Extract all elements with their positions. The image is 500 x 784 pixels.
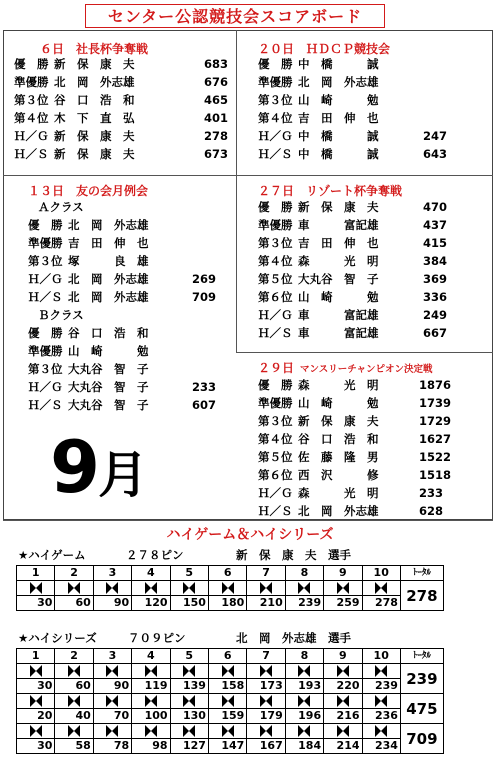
strike-mark [362, 581, 400, 596]
strike-mark [362, 694, 400, 709]
strike-mark [170, 724, 208, 739]
result-row [258, 109, 478, 127]
result-row [28, 378, 248, 396]
rank: 準優勝 [14, 75, 49, 89]
cumulative-score: 184 [285, 739, 323, 754]
strike-mark [247, 724, 285, 739]
strike-mark [285, 694, 323, 709]
player-name: 佐 藤 隆 男 [298, 450, 379, 464]
hg-player: 新 保 康 夫 選手 [236, 548, 351, 562]
rank: Ｈ／Ｓ [28, 290, 63, 304]
cumulative-score: 158 [208, 679, 246, 694]
frame-number: 3 [93, 566, 131, 581]
score: 628 [419, 504, 444, 518]
player-name: 塚 良 雄 [68, 254, 149, 268]
rank: 第６位 [258, 290, 293, 304]
strike-mark [324, 664, 362, 679]
strike-mark [170, 664, 208, 679]
mark-row [17, 724, 444, 739]
player-name: 吉 田 伸 也 [298, 236, 379, 250]
frame-number: 2 [55, 649, 93, 664]
page-title: センター公認競技会スコアボード [85, 4, 385, 28]
player-name: 新 保 康 夫 [54, 147, 135, 161]
score: 1876 [419, 378, 452, 392]
score: 1518 [419, 468, 452, 482]
result-row [258, 270, 478, 288]
score: 667 [423, 326, 448, 340]
section-title-20: ２０日 ＨＤＣＰ競技会 [258, 42, 391, 56]
strike-mark [93, 664, 131, 679]
cumulative-score: 150 [170, 596, 208, 611]
player-name: 山 崎 勉 [298, 396, 379, 410]
rank: 第３位 [28, 254, 63, 268]
rank: Ｈ／Ｇ [28, 272, 63, 286]
score: 1522 [419, 450, 452, 464]
month-unit: 月 [98, 446, 147, 504]
score-table [16, 565, 444, 611]
mark-row [17, 694, 444, 709]
strike-mark [362, 664, 400, 679]
result-row [258, 198, 478, 216]
hg-pins: ２７８ピン [126, 548, 184, 562]
frame-number: 5 [170, 649, 208, 664]
result-row [28, 252, 248, 270]
player-name: 北 岡 外志雄 [68, 272, 149, 286]
result-row [14, 109, 234, 127]
score: 673 [204, 147, 229, 161]
cumulative-score: 239 [362, 679, 400, 694]
rank: 準優勝 [258, 75, 293, 89]
hg-label: ★ハイゲーム [18, 548, 86, 562]
score: 249 [423, 308, 448, 322]
player-name: 新 保 康 夫 [54, 129, 135, 143]
strike-mark [17, 694, 55, 709]
cumulative-score: 234 [362, 739, 400, 754]
result-row [258, 234, 478, 252]
row-divider-left [3, 175, 493, 176]
cumulative-score: 179 [247, 709, 285, 724]
rank: Ｈ／Ｓ [28, 398, 63, 412]
cumulative-score: 196 [285, 709, 323, 724]
cumulative-row [17, 709, 444, 724]
strike-mark [285, 724, 323, 739]
month-label [50, 425, 146, 509]
rank: 第３位 [258, 93, 293, 107]
score: 269 [192, 272, 217, 286]
section-title-27: ２７日 リゾート杯争奪戦 [258, 184, 403, 198]
player-name: 新 保 康 夫 [298, 200, 379, 214]
player-name: 大丸谷 智 子 [68, 380, 149, 394]
cumulative-score: 173 [247, 679, 285, 694]
strike-mark [55, 581, 93, 596]
rank: 第４位 [258, 254, 293, 268]
player-name: 車 富記雄 [298, 326, 379, 340]
result-row [28, 234, 248, 252]
cumulative-score: 40 [55, 709, 93, 724]
score: 437 [423, 218, 448, 232]
cumulative-score: 210 [247, 596, 285, 611]
class-label: Ｂクラス [38, 308, 84, 322]
player-name: 谷 口 浩 和 [298, 432, 379, 446]
mark-row [17, 664, 444, 679]
result-row [28, 342, 248, 360]
rank: 準優勝 [258, 396, 293, 410]
strike-mark [247, 694, 285, 709]
cumulative-score: 100 [132, 709, 170, 724]
strike-mark [132, 724, 170, 739]
result-row [28, 216, 248, 234]
cumulative-score: 180 [208, 596, 246, 611]
strike-mark [285, 581, 323, 596]
player-name: 車 富記雄 [298, 218, 379, 232]
player-name: 中 橋 誠 [298, 129, 379, 143]
strike-mark [208, 694, 246, 709]
rank: 第３位 [14, 93, 49, 107]
frame-number: 3 [93, 649, 131, 664]
player-name: 北 岡 外志雄 [68, 290, 149, 304]
cumulative-score: 58 [55, 739, 93, 754]
result-row [258, 55, 478, 73]
player-name: 谷 口 浩 和 [54, 93, 135, 107]
player-name: 谷 口 浩 和 [68, 326, 149, 340]
player-name: 吉 田 伸 也 [68, 236, 149, 250]
cumulative-score: 214 [324, 739, 362, 754]
strike-mark [208, 664, 246, 679]
score: 415 [423, 236, 448, 250]
frame-header-row [17, 649, 444, 664]
player-name: 西 沢 修 [298, 468, 379, 482]
result-row [258, 145, 478, 163]
rank: 第３位 [28, 362, 63, 376]
rank: 優 勝 [28, 218, 63, 232]
section-title-29: ２９日 マンスリーチャンピオン決定戦 [258, 361, 433, 375]
cumulative-score: 216 [324, 709, 362, 724]
cumulative-score: 60 [55, 596, 93, 611]
strike-mark [170, 581, 208, 596]
result-row [258, 430, 478, 448]
frame-header-row [17, 566, 444, 581]
player-name: 中 橋 誠 [298, 57, 379, 71]
score: 683 [204, 57, 229, 71]
strike-mark [324, 581, 362, 596]
result-row [258, 324, 478, 342]
rank: Ｈ／Ｓ [258, 504, 293, 518]
score-table [16, 648, 444, 754]
player-name: 新 保 康 夫 [54, 57, 135, 71]
bottom-divider [3, 520, 493, 521]
strike-mark [55, 724, 93, 739]
result-row [258, 252, 478, 270]
cumulative-score: 119 [132, 679, 170, 694]
result-row [28, 324, 248, 342]
strike-mark [55, 694, 93, 709]
score: 465 [204, 93, 229, 107]
rank: 第４位 [258, 432, 293, 446]
total-cell [400, 581, 443, 611]
result-row [258, 466, 478, 484]
cumulative-score: 236 [362, 709, 400, 724]
cumulative-row [17, 596, 444, 611]
result-row [258, 91, 478, 109]
game-total: 709 [406, 729, 438, 748]
frame-number: 10 [362, 566, 400, 581]
score: 401 [204, 111, 229, 125]
mark-row [17, 581, 444, 596]
player-name: 森 光 明 [298, 378, 379, 392]
strike-mark [208, 581, 246, 596]
score: 1729 [419, 414, 452, 428]
score: 607 [192, 398, 217, 412]
cumulative-score: 30 [17, 596, 55, 611]
score: 1627 [419, 432, 452, 446]
cumulative-row [17, 739, 444, 754]
result-row [258, 306, 478, 324]
result-row [258, 412, 478, 430]
strike-mark [17, 664, 55, 679]
cumulative-score: 139 [170, 679, 208, 694]
cumulative-score: 98 [132, 739, 170, 754]
score: 643 [423, 147, 448, 161]
cumulative-score: 30 [17, 679, 55, 694]
player-name: 大丸谷 智 子 [68, 362, 149, 376]
result-row [14, 145, 234, 163]
player-name: 中 橋 誠 [298, 147, 379, 161]
cumulative-score: 30 [17, 739, 55, 754]
cumulative-score: 278 [362, 596, 400, 611]
result-row [258, 484, 478, 502]
player-name: 大丸谷 智 子 [298, 272, 379, 286]
frame-number: 1 [17, 566, 55, 581]
strike-mark [324, 724, 362, 739]
cumulative-score: 120 [132, 596, 170, 611]
strike-mark [362, 724, 400, 739]
result-row [14, 91, 234, 109]
rank: 第４位 [14, 111, 49, 125]
strike-mark [132, 581, 170, 596]
result-row [258, 73, 478, 91]
rank: Ｈ／Ｓ [258, 326, 293, 340]
total-cell [400, 694, 443, 724]
score: 470 [423, 200, 448, 214]
frame-number: 8 [285, 649, 323, 664]
hs-header [18, 630, 351, 646]
cumulative-score: 130 [170, 709, 208, 724]
result-row [258, 394, 478, 412]
cumulative-score: 20 [17, 709, 55, 724]
result-row [28, 396, 248, 414]
result-row [14, 73, 234, 91]
cumulative-score: 78 [93, 739, 131, 754]
frame-number: 9 [324, 649, 362, 664]
section-title-13: １３日 友の会月例会 [28, 184, 149, 198]
result-row [258, 502, 478, 520]
hs-pins: ７０９ピン [128, 631, 186, 645]
month-number: 9 [50, 425, 99, 509]
rank: 優 勝 [258, 200, 293, 214]
result-row [258, 127, 478, 145]
cumulative-score: 90 [93, 596, 131, 611]
total-label: ﾄｰﾀﾙ [400, 566, 443, 581]
rank: 準優勝 [28, 344, 63, 358]
player-name: 吉 田 伸 也 [298, 111, 379, 125]
cumulative-score: 127 [170, 739, 208, 754]
total-cell [400, 664, 443, 694]
score: 369 [423, 272, 448, 286]
player-name: 大丸谷 智 子 [68, 398, 149, 412]
strike-mark [132, 694, 170, 709]
total-cell [400, 724, 443, 754]
rank: 第６位 [258, 468, 293, 482]
player-name: 北 岡 外志雄 [54, 75, 135, 89]
rank: 準優勝 [28, 236, 63, 250]
score: 676 [204, 75, 229, 89]
cumulative-score: 159 [208, 709, 246, 724]
game-total: 239 [406, 669, 438, 688]
hs-player: 北 岡 外志雄 選手 [236, 631, 351, 645]
player-name: 北 岡 外志雄 [298, 504, 379, 518]
result-row [258, 448, 478, 466]
frame-number: 6 [208, 566, 246, 581]
cumulative-score: 193 [285, 679, 323, 694]
score: 1739 [419, 396, 452, 410]
strike-mark [285, 664, 323, 679]
player-name: 山 崎 勉 [298, 290, 379, 304]
rank: 第５位 [258, 272, 293, 286]
frame-number: 7 [247, 566, 285, 581]
rank: Ｈ／Ｓ [14, 147, 49, 161]
cumulative-score: 60 [55, 679, 93, 694]
player-name: 新 保 康 夫 [298, 414, 379, 428]
strike-mark [170, 694, 208, 709]
hg-header [18, 547, 351, 563]
result-row [258, 216, 478, 234]
cumulative-score: 147 [208, 739, 246, 754]
score: 247 [423, 129, 448, 143]
strike-mark [132, 664, 170, 679]
rank: 優 勝 [14, 57, 49, 71]
rank: 第３位 [258, 414, 293, 428]
player-name: 森 光 明 [298, 486, 379, 500]
score: 709 [192, 290, 217, 304]
cumulative-score: 220 [324, 679, 362, 694]
result-row [14, 127, 234, 145]
frame-number: 4 [132, 566, 170, 581]
result-row [14, 55, 234, 73]
section-title-6: ６日 社長杯争奪戦 [40, 42, 149, 56]
score: 278 [204, 129, 229, 143]
rank: 第３位 [258, 236, 293, 250]
frame-number: 6 [208, 649, 246, 664]
result-row [258, 288, 478, 306]
cumulative-score: 239 [285, 596, 323, 611]
frame-number: 1 [17, 649, 55, 664]
strike-mark [247, 581, 285, 596]
strike-mark [93, 724, 131, 739]
strike-mark [55, 664, 93, 679]
rank: 準優勝 [258, 218, 293, 232]
strike-mark [93, 581, 131, 596]
result-row [28, 360, 248, 378]
cumulative-score: 259 [324, 596, 362, 611]
strike-mark [247, 664, 285, 679]
frame-number: 5 [170, 566, 208, 581]
cumulative-score: 90 [93, 679, 131, 694]
player-name: 木 下 直 弘 [54, 111, 135, 125]
rank: Ｈ／Ｇ [258, 308, 293, 322]
cumulative-score: 167 [247, 739, 285, 754]
class-label: Ａクラス [38, 200, 84, 214]
result-row [28, 270, 248, 288]
row-divider-right [236, 352, 493, 353]
frame-number: 10 [362, 649, 400, 664]
strike-mark [17, 724, 55, 739]
strike-mark [17, 581, 55, 596]
rank: Ｈ／Ｇ [258, 129, 293, 143]
frame-number: 7 [247, 649, 285, 664]
total-label: ﾄｰﾀﾙ [400, 649, 443, 664]
score: 233 [192, 380, 217, 394]
player-name: 山 崎 勉 [298, 93, 379, 107]
score: 336 [423, 290, 448, 304]
strike-mark [93, 694, 131, 709]
hs-label: ★ハイシリーズ [18, 631, 97, 645]
player-name: 北 岡 外志雄 [68, 218, 149, 232]
rank: 第５位 [258, 450, 293, 464]
strike-mark [208, 724, 246, 739]
player-name: 森 光 明 [298, 254, 379, 268]
rank: 第４位 [258, 111, 293, 125]
player-name: 北 岡 外志雄 [298, 75, 379, 89]
highgame-title: ハイゲーム＆ハイシリーズ [166, 527, 334, 543]
strike-mark [324, 694, 362, 709]
player-name: 車 富記雄 [298, 308, 379, 322]
player-name: 山 崎 勉 [68, 344, 149, 358]
rank: 優 勝 [28, 326, 63, 340]
frame-number: 2 [55, 566, 93, 581]
rank: Ｈ／Ｇ [258, 486, 293, 500]
result-row [258, 376, 478, 394]
score: 384 [423, 254, 448, 268]
rank: Ｈ／Ｇ [28, 380, 63, 394]
game-total: 278 [406, 586, 438, 605]
rank: 優 勝 [258, 378, 293, 392]
score: 233 [419, 486, 444, 500]
cumulative-row [17, 679, 444, 694]
rank: Ｈ／Ｓ [258, 147, 293, 161]
frame-number: 9 [324, 566, 362, 581]
cumulative-score: 70 [93, 709, 131, 724]
frame-number: 8 [285, 566, 323, 581]
rank: Ｈ／Ｇ [14, 129, 49, 143]
frame-number: 4 [132, 649, 170, 664]
result-row [28, 288, 248, 306]
game-total: 475 [406, 699, 438, 718]
rank: 優 勝 [258, 57, 293, 71]
